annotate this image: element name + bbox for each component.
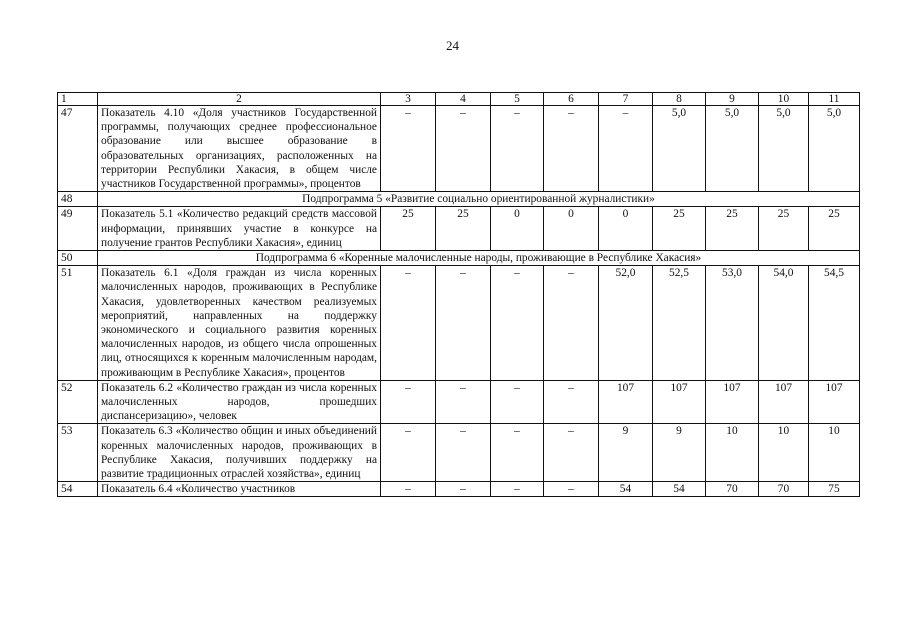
indicator-value: – <box>381 380 436 424</box>
indicator-description: Показатель 5.1 «Количество редакций средств массовой информации, принявших участие в конкурсе на получение грантов Республики Хакасия», единиц <box>98 207 381 251</box>
indicator-value: 9 <box>599 424 653 482</box>
indicator-value: – <box>381 482 436 497</box>
header-cell: 6 <box>544 93 599 106</box>
indicator-row <box>58 266 860 381</box>
indicator-value: 25 <box>759 207 809 251</box>
indicator-row <box>58 482 860 497</box>
row-number: 50 <box>58 251 98 266</box>
indicator-value: – <box>436 482 491 497</box>
indicator-value: – <box>381 424 436 482</box>
subprogram-row <box>58 251 860 266</box>
subprogram-title: Подпрограмма 5 «Развитие социально ориентированной журналистики» <box>98 192 860 207</box>
indicator-value: 5,0 <box>653 106 706 192</box>
header-cell: 7 <box>599 93 653 106</box>
indicator-value: – <box>436 424 491 482</box>
indicator-value: 54,0 <box>759 266 809 381</box>
indicator-value: 25 <box>706 207 759 251</box>
indicator-description: Показатель 4.10 «Доля участников Государственной программы, получающих среднее профессиональное образование или высшее образование в образовательных организациях, расположенных на территории Республики Хакасия, в общем числе участников Государственной программы», процентов <box>98 106 381 192</box>
indicator-value: 107 <box>706 380 759 424</box>
indicator-value: – <box>436 266 491 381</box>
indicator-value: 10 <box>809 424 860 482</box>
indicator-value: 10 <box>759 424 809 482</box>
indicator-value: 107 <box>809 380 860 424</box>
indicator-value: 52,5 <box>653 266 706 381</box>
indicator-value: – <box>436 106 491 192</box>
indicator-value: – <box>544 380 599 424</box>
indicator-value: 5,0 <box>706 106 759 192</box>
indicator-value: 25 <box>809 207 860 251</box>
indicator-value: 54 <box>653 482 706 497</box>
row-number: 53 <box>58 424 98 482</box>
indicator-description: Показатель 6.2 «Количество граждан из числа коренных малочисленных народов, прошедших диспансеризацию», человек <box>98 380 381 424</box>
indicator-row <box>58 207 860 251</box>
indicator-value: 107 <box>599 380 653 424</box>
indicator-value: 10 <box>706 424 759 482</box>
indicator-value: – <box>491 482 544 497</box>
row-number: 51 <box>58 266 98 381</box>
indicator-value: 25 <box>653 207 706 251</box>
indicator-value: 53,0 <box>706 266 759 381</box>
row-number: 49 <box>58 207 98 251</box>
indicator-value: – <box>381 106 436 192</box>
row-number: 48 <box>58 192 98 207</box>
indicator-value: – <box>491 380 544 424</box>
indicator-value: – <box>544 106 599 192</box>
indicator-value: – <box>599 106 653 192</box>
indicator-value: – <box>491 424 544 482</box>
header-cell: 8 <box>653 93 706 106</box>
indicator-value: 9 <box>653 424 706 482</box>
indicators-table <box>57 92 860 497</box>
indicator-value: – <box>436 380 491 424</box>
header-cell: 9 <box>706 93 759 106</box>
indicator-value: – <box>544 482 599 497</box>
indicator-value: 52,0 <box>599 266 653 381</box>
indicator-value: – <box>544 424 599 482</box>
indicator-value: 70 <box>706 482 759 497</box>
indicator-value: 54 <box>599 482 653 497</box>
header-cell: 3 <box>381 93 436 106</box>
indicator-value: 107 <box>759 380 809 424</box>
indicator-value: 5,0 <box>809 106 860 192</box>
indicator-description: Показатель 6.4 «Количество участников <box>98 482 381 497</box>
indicator-description: Показатель 6.3 «Количество общин и иных объединений коренных малочисленных народов, проживающих в Республике Хакасия, получивших поддержку на развитие традиционных отраслей хозяйства», единиц <box>98 424 381 482</box>
indicator-value: 54,5 <box>809 266 860 381</box>
indicator-value: 25 <box>436 207 491 251</box>
indicator-value: 70 <box>759 482 809 497</box>
header-cell: 1 <box>58 93 98 106</box>
subprogram-title: Подпрограмма 6 «Коренные малочисленные народы, проживающие в Республике Хакасия» <box>98 251 860 266</box>
header-cell: 5 <box>491 93 544 106</box>
indicator-value: 0 <box>544 207 599 251</box>
row-number: 52 <box>58 380 98 424</box>
indicator-description: Показатель 6.1 «Доля граждан из числа коренных малочисленных народов, проживающих в Республике Хакасия, удовлетворенных качеством реализуемых мероприятий, направленных на поддержку экономического и социального развития коренных малочисленных народов, из общего числа опрошенных лиц, относящихся к коренным малочисленным народам, проживающим в Республике Хакасия», процентов <box>98 266 381 381</box>
indicator-value: – <box>544 266 599 381</box>
indicator-value: 25 <box>381 207 436 251</box>
subprogram-row <box>58 192 860 207</box>
indicator-row <box>58 424 860 482</box>
row-number: 54 <box>58 482 98 497</box>
indicator-value: 107 <box>653 380 706 424</box>
indicator-value: 75 <box>809 482 860 497</box>
header-row <box>58 93 860 106</box>
indicator-row <box>58 380 860 424</box>
header-cell: 10 <box>759 93 809 106</box>
header-cell: 11 <box>809 93 860 106</box>
indicator-value: – <box>491 266 544 381</box>
indicator-value: – <box>381 266 436 381</box>
page-number: 24 <box>446 38 459 53</box>
indicator-row <box>58 106 860 192</box>
indicator-value: 0 <box>599 207 653 251</box>
indicator-value: 5,0 <box>759 106 809 192</box>
header-cell: 2 <box>98 93 381 106</box>
row-number: 47 <box>58 106 98 192</box>
indicator-value: 0 <box>491 207 544 251</box>
indicator-value: – <box>491 106 544 192</box>
header-cell: 4 <box>436 93 491 106</box>
